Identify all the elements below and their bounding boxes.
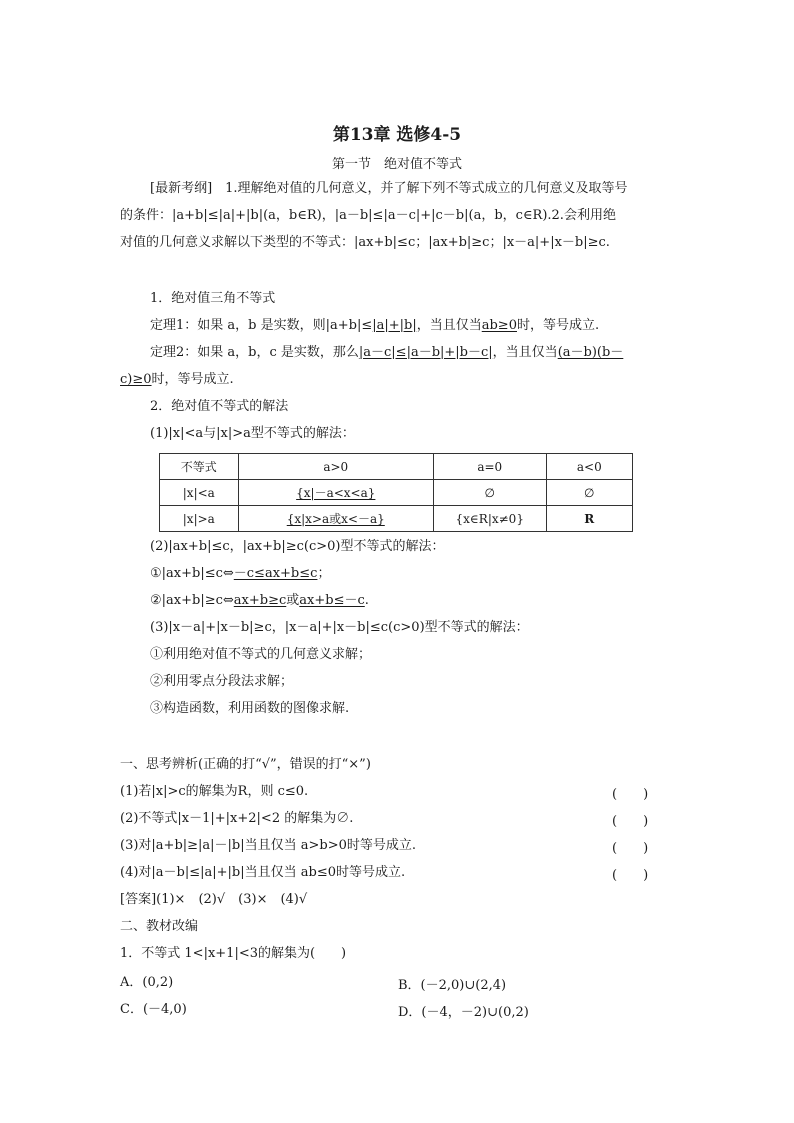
theorem-2-text: 定理2：如果 a，b，c 是实数，那么 <box>150 345 359 360</box>
theorem-2-blank-2a: (a－b)(b－ <box>557 345 624 360</box>
answer-bracket: ( ) <box>612 787 649 802</box>
table-cell <box>238 506 433 532</box>
table-cell: |x|<a <box>160 480 239 506</box>
theorem-2-continued <box>120 371 234 389</box>
exercise-item: (2)不等式|x－1|+|x+2|<2 的解集为∅. <box>120 811 354 826</box>
section1-heading: 1．绝对值三角不等式 <box>150 291 276 306</box>
table-header-row <box>160 454 633 480</box>
exercise-item: (3)对|a+b|≥|a|－|b|当且仅当 a>b>0时等号成立. <box>120 838 417 853</box>
p2b-mid: 或 <box>286 593 300 608</box>
table-cell-blank: {x|－a<x<a} <box>296 486 376 500</box>
section-title: 第一节 绝对值不等式 <box>331 157 462 172</box>
exercise-heading-1: 一、思考辨析(正确的打“√”，错误的打“×”) <box>120 757 371 772</box>
theorem-1-text: 定理1：如果 a，b 是实数，则|a+b|≤ <box>150 318 373 333</box>
section2-p1: (1)|x|<a与|x|>a型不等式的解法： <box>150 426 355 441</box>
exercise-item: (1)若|x|>c的解集为R，则 c≤0. <box>120 784 309 799</box>
syllabus-line-2: 的条件：|a+b|≤|a|+|b|(a，b∈R)，|a－b|≤|a－c|+|c－b|(a，b，c∈R).2.会利用绝 <box>120 208 616 223</box>
table-cell: R <box>546 506 632 532</box>
method-2: ②利用零点分段法求解； <box>150 674 294 689</box>
p2b-text: ②|ax+b|≥c⇔ <box>150 593 234 608</box>
syllabus-line-1: [最新考纲] 1.理解绝对值的几何意义，并了解下列不等式成立的几何意义及取等号 <box>150 181 628 196</box>
section2-heading: 2．绝对值不等式的解法 <box>150 399 289 414</box>
theorem-2-blank-2b: c)≥0 <box>120 372 152 387</box>
method-1: ①利用绝对值不等式的几何意义求解； <box>150 647 372 662</box>
table-header-cell: 不等式 <box>160 454 239 480</box>
question-1: 1．不等式 1<|x+1|<3的解集为( ) <box>120 946 347 961</box>
option-a: A．(0,2) <box>120 975 174 990</box>
solution-table <box>159 453 633 532</box>
theorem-2-blank: |a－c|≤|a－b|+|b－c| <box>358 345 493 360</box>
theorem-1-blank: |a|+|b| <box>372 318 417 333</box>
theorem-2-text-2: ，当且仅当 <box>492 345 558 360</box>
theorem-1 <box>150 317 599 335</box>
table-row <box>160 480 633 506</box>
theorem-2 <box>150 344 623 362</box>
theorem-1-text-2: ，当且仅当 <box>416 318 482 333</box>
p2b-blank-1: ax+b≥c <box>233 593 287 608</box>
table-cell-blank: {x|x>a或x<－a} <box>286 512 385 526</box>
syllabus-line-3: 对值的几何意义求解以下类型的不等式：|ax+b|≤c；|ax+b|≥c；|x－a|+|x－b|≥c. <box>120 235 610 250</box>
exercise-item: (4)对|a－b|≤|a|+|b|当且仅当 ab≤0时等号成立. <box>120 865 406 880</box>
table-header-cell: a=0 <box>433 454 546 480</box>
section2-p2a <box>150 565 330 583</box>
table-cell: {x∈R|x≠0} <box>433 506 546 532</box>
theorem-1-end: 时，等号成立. <box>516 318 600 333</box>
option-b: B．(－2,0)∪(2,4) <box>398 978 507 993</box>
table-cell: ∅ <box>546 480 632 506</box>
answer-key: [答案](1)× (2)√ (3)× (4)√ <box>120 892 308 907</box>
theorem-1-blank-2: ab≥0 <box>481 318 517 333</box>
table-cell: |x|>a <box>160 506 239 532</box>
section2-p3: (3)|x－a|+|x－b|≥c，|x－a|+|x－b|≤c(c>0)型不等式的解法： <box>150 620 529 635</box>
option-d: D．(－4，－2)∪(0,2) <box>398 1005 529 1020</box>
answer-bracket: ( ) <box>612 841 649 856</box>
section2-p2b <box>150 592 369 610</box>
table-header-cell: a>0 <box>238 454 433 480</box>
option-c: C．(－4,0) <box>120 1002 187 1017</box>
table-cell: ∅ <box>433 480 546 506</box>
section2-p2: (2)|ax+b|≤c，|ax+b|≥c(c>0)型不等式的解法： <box>150 539 445 554</box>
p2a-text: ①|ax+b|≤c⇔ <box>150 566 234 581</box>
chapter-title: 第13章 选修4-5 <box>332 125 462 145</box>
answer-bracket: ( ) <box>612 868 649 883</box>
exercise-heading-2: 二、教材改编 <box>120 919 199 934</box>
table-header-cell: a<0 <box>546 454 632 480</box>
p2a-end: ； <box>317 566 331 581</box>
table-cell <box>238 480 433 506</box>
p2a-blank: －c≤ax+b≤c <box>233 566 318 581</box>
answer-bracket: ( ) <box>612 814 649 829</box>
table-row <box>160 506 633 532</box>
p2b-blank-2: ax+b≤－c <box>299 593 365 608</box>
p2b-end: . <box>364 593 369 608</box>
method-3: ③构造函数，利用函数的图像求解. <box>150 701 350 716</box>
theorem-2-end: 时，等号成立. <box>151 372 234 387</box>
